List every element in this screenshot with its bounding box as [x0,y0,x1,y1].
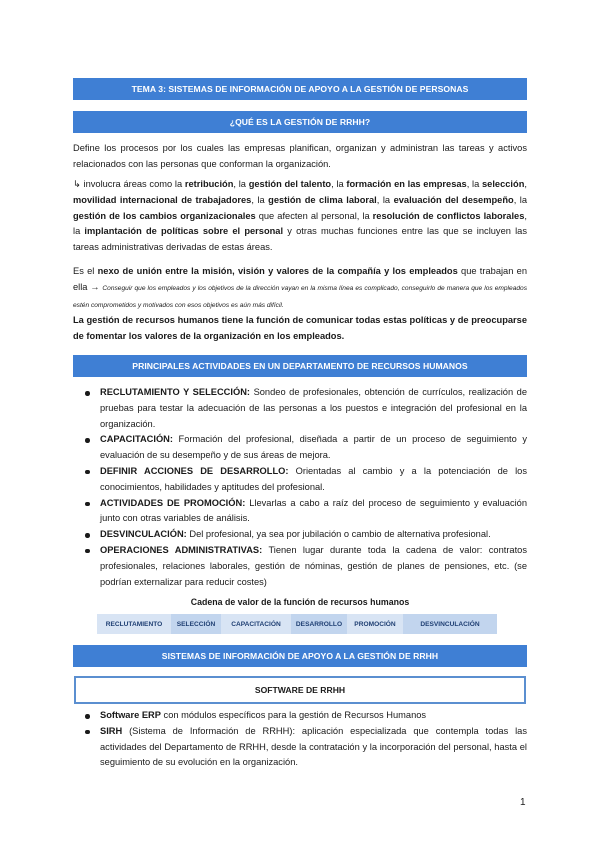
intro-paragraph: Define los procesos por los cuales las empresas planifican, organizan y administran las tareas y activos relacionados con las personas que conforman la organización. [73,143,527,169]
software-box [74,676,526,704]
areas-paragraph: ↳ involucra áreas como la retribución, la gestión del talento, la formación en las empresas, la selección, movilidad internacional de trabajadores, la gestión de clima laboral, la evaluación del desempeño, la gestión de los cambios organizacionales que afecten al personal, la resolución de conflictos laborales, la implantación de políticas sobre el personal y otras muchas funciones entre las que se incluyen las tareas administrativas derivadas de estas áreas. [73,179,527,253]
bullet-icon [85,730,90,735]
list-item: SIRH (Sistema de Información de RRHH): aplicación especializada que contempla todas las actividades del Departamento de RRHH, desde la contratación y la incorporación del personal, hasta el seguimiento de su evolución en la organización. [73,724,527,771]
list-item: OPERACIONES ADMINISTRATIVAS: Tienen lugar durante toda la cadena de valor: contratos profesionales, relaciones laborales, gestión de nóminas, gestión de planes de pensiones, etc. (se podrían externalizar para reducir costes) [73,543,527,590]
software-box-title: SOFTWARE DE RRHH [254,685,346,695]
value-chain-title: Cadena de valor de la función de recursos humanos [190,597,410,607]
topic-title: TEMA 3: SISTEMAS DE INFORMACIÓN DE APOYO A LA GESTIÓN DE PERSONAS [131,84,469,94]
function-paragraph: La gestión de recursos humanos tiene la función de comunicar todas estas políticas y de preocuparse de fomentar los valores de la organización en los empleados. [73,315,527,341]
list-item: Software ERP con módulos específicos para la gestión de Recursos Humanos [73,708,527,724]
list-item: DEFINIR ACCIONES DE DESARROLLO: Orientadas al cambio y a la potenciación de los conocimientos, habilidades y aptitudes del profesional. [73,464,527,496]
list-item: RECLUTAMIENTO Y SELECCIÓN: Sondeo de profesionales, obtención de currículos, realización de pruebas para testar la adecuación de las personas a los puestos e integración del profesional en la organización. [73,385,527,432]
section-title-bar [73,111,527,133]
systems-heading: SISTEMAS DE INFORMACIÓN DE APOYO A LA GESTIÓN DE RRHH [161,651,439,661]
value-chain-step: RECLUTAMIENTO [97,614,171,634]
bullet-icon [85,391,90,396]
value-chain-step: DESVINCULACIÓN [403,614,497,634]
value-chain-step: CAPACITACIÓN [221,614,291,634]
bullet-icon [85,438,90,443]
activities-list [73,385,527,590]
section-title: ¿QUÉ ES LA GESTIÓN DE RRHH? [229,117,371,127]
topic-title-bar [73,78,527,100]
bullet-icon [85,502,90,507]
systems-list [73,708,527,771]
value-chain-step: SELECCIÓN [171,614,221,634]
value-chain [97,614,497,634]
systems-heading-bar [73,645,527,667]
bullet-icon [85,470,90,475]
page-number: 1 [520,797,526,808]
list-item: DESVINCULACIÓN: Del profesional, ya sea por jubilación o cambio de alternativa profesional. [73,527,527,543]
bullet-icon [85,714,90,719]
bullet-icon [85,549,90,554]
list-item: CAPACITACIÓN: Formación del profesional, diseñada a partir de un proceso de seguimiento y evaluación de su desempeño y de sus áreas de mejora. [73,432,527,464]
activities-heading: PRINCIPALES ACTIVIDADES EN UN DEPARTAMENTO DE RECURSOS HUMANOS [132,361,468,371]
activities-heading-bar [73,355,527,377]
value-chain-step: PROMOCIÓN [347,614,403,634]
bullet-icon [85,533,90,538]
nexus-paragraph: Es el nexo de unión entre la misión, visión y valores de la compañía y los empleados que trabajan en ella → Conseguir que los empleados y los objetivos de la dirección vayan en la misma línea es complicado, conseguirlo de manera que los empleados estén comprometidos y motivados con esos objetivos es aún más difícil. [73,266,527,309]
value-chain-step: DESARROLLO [291,614,347,634]
arrow-icon: ↳ [73,179,81,189]
list-item: ACTIVIDADES DE PROMOCIÓN: Llevarlas a cabo a raíz del proceso de seguimiento y evaluación junto con otras variables de análisis. [73,496,527,528]
